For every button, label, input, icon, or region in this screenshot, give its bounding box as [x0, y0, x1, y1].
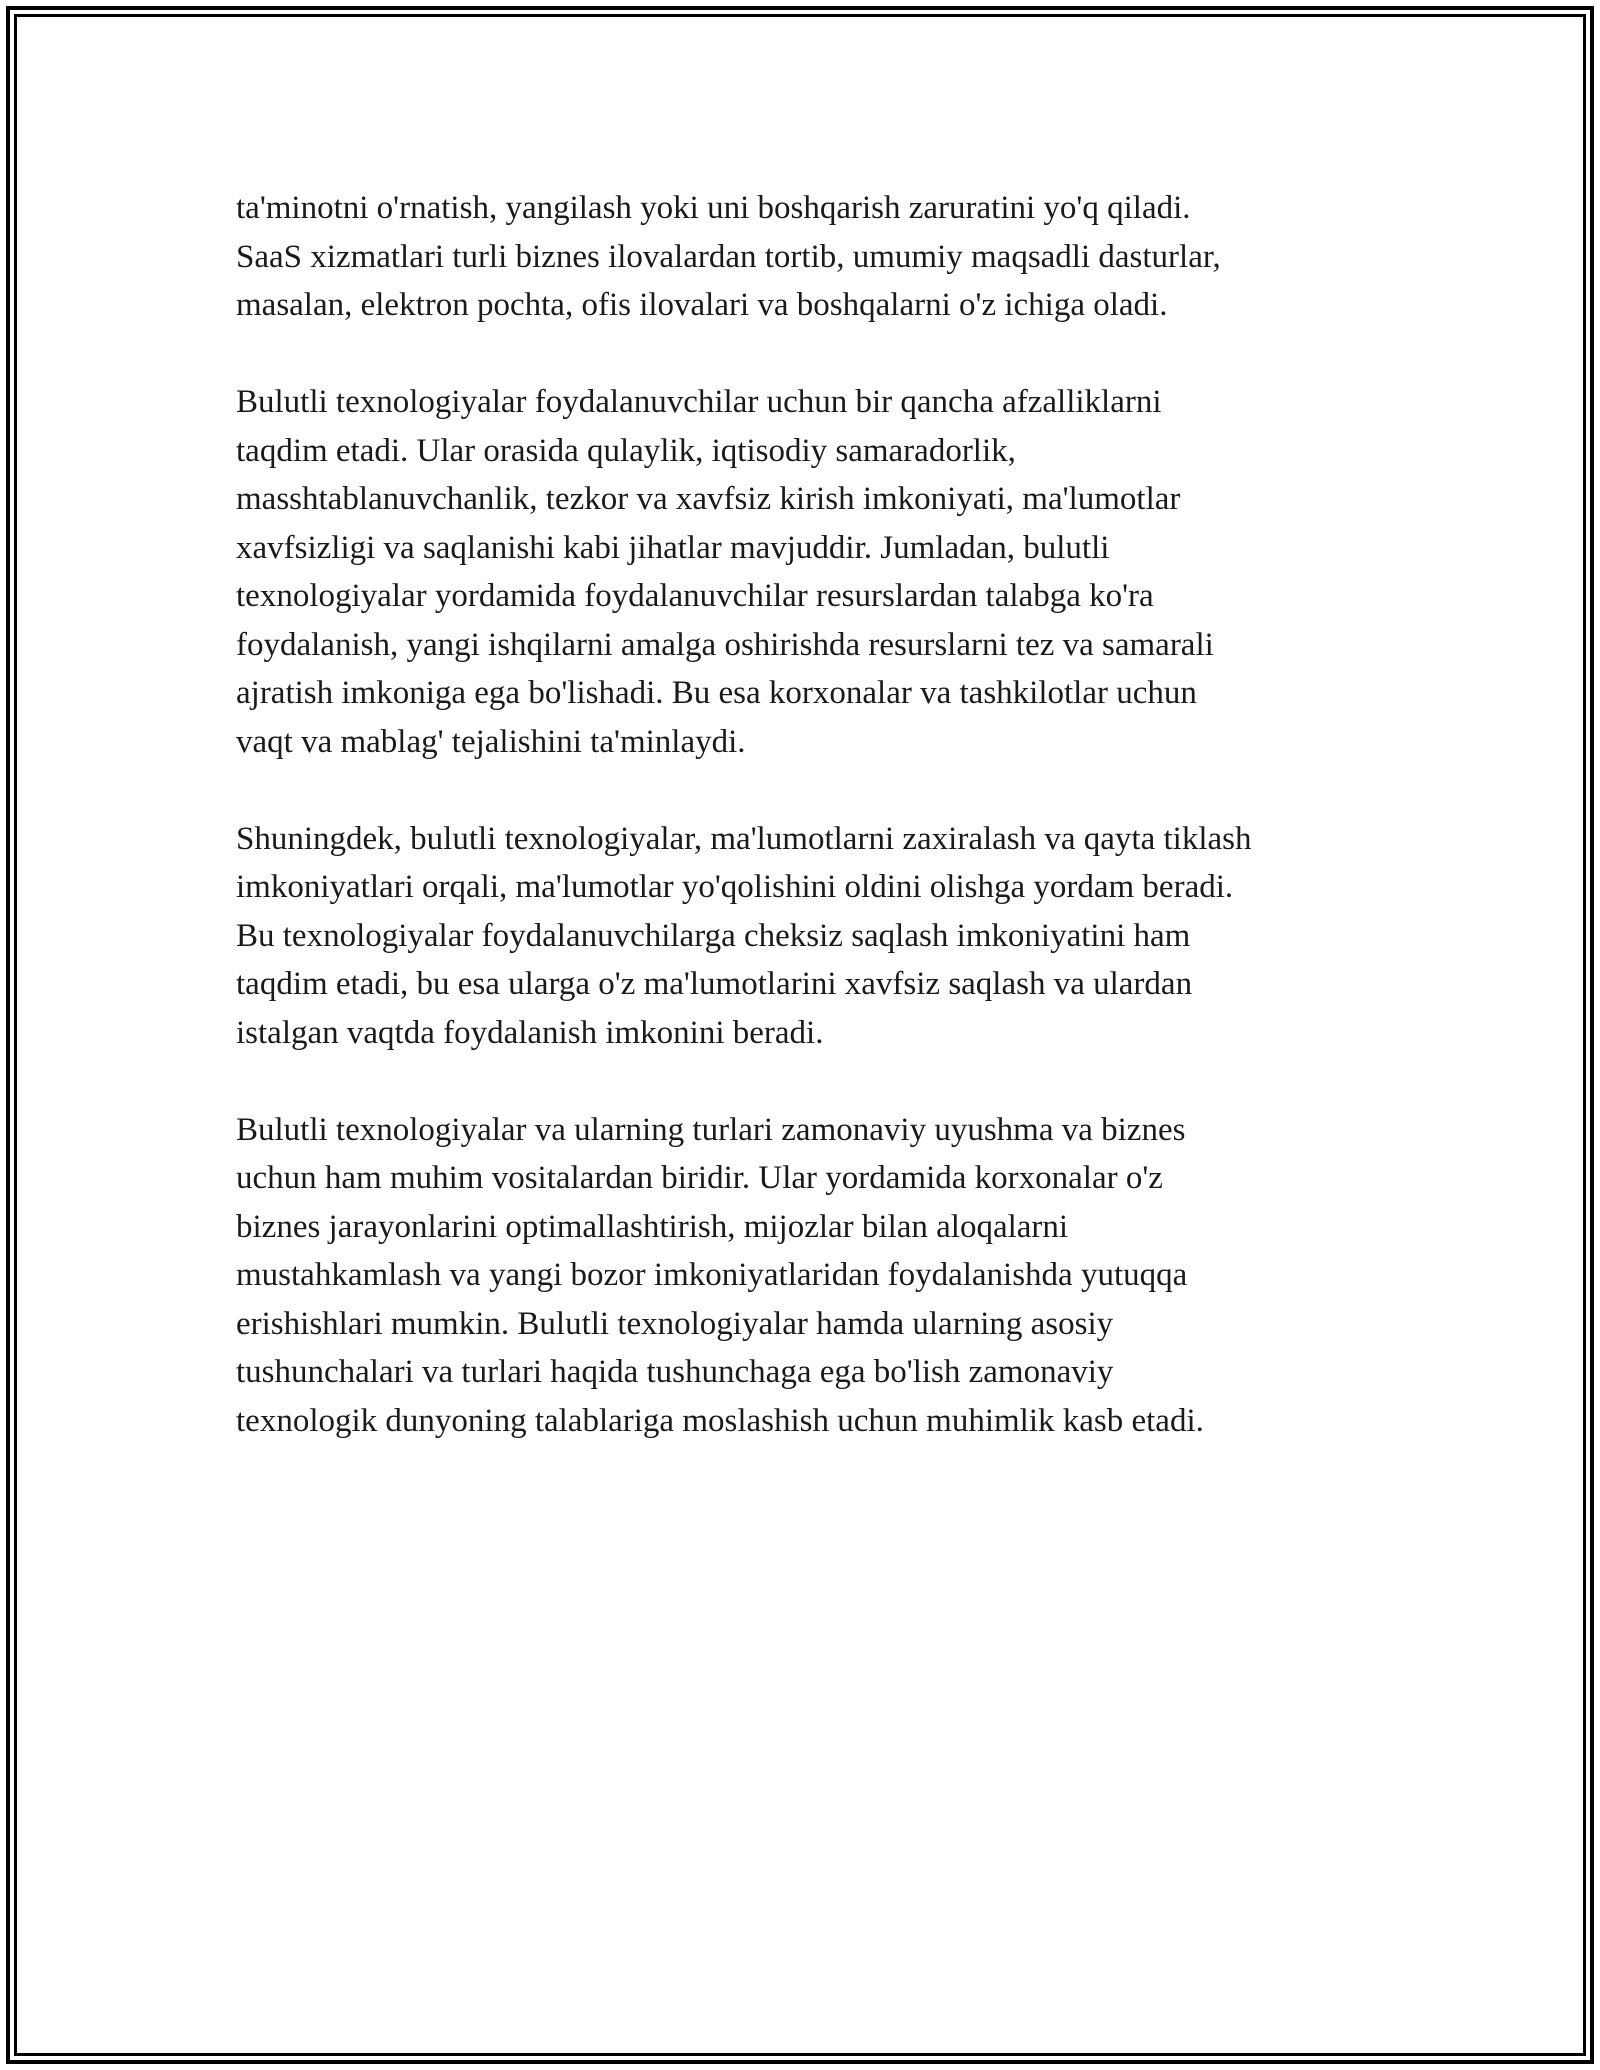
- text-line: taqdim etadi, bu esa ularga o'z ma'lumotlarini xavfsiz saqlash va ulardan: [236, 966, 1193, 1002]
- text-line: SaaS xizmatlari turli biznes ilovalardan tortib, umumiy maqsadli dasturlar,: [236, 238, 1221, 275]
- text-line: imkoniyatlari orqali, ma'lumotlar yo'qolishini oldini olishga yordam beradi.: [236, 869, 1234, 905]
- text-line: foydalanish, yangi ishqilarni amalga oshirishda resurslarni tez va samarali: [236, 626, 1214, 663]
- text-line: taqdim etadi. Ular orasida qulaylik, iqtisodiy samaradorlik,: [236, 432, 1016, 469]
- text-line: Bulutli texnologiyalar foydalanuvchilar uchun bir qancha afzalliklarni: [236, 384, 1162, 420]
- text-line: Bu texnologiyalar foydalanuvchilarga cheksiz saqlash imkoniyatini ham: [236, 917, 1191, 954]
- text-line: vaqt va mablag' tejalishini ta'minlaydi.: [236, 723, 746, 760]
- text-line: texnologik dunyoning talablariga moslashish uchun muhimlik kasb etadi.: [236, 1402, 1204, 1439]
- paragraph-backup: [236, 815, 1396, 1058]
- text-line: ta'minotni o'rnatish, yangilash yoki uni boshqarish zaruratini yo'q qiladi.: [236, 190, 1191, 226]
- text-line: mustahkamlash va yangi bozor imkoniyatlaridan foydalanishda yutuqqa: [236, 1257, 1188, 1293]
- paragraph-saas: [236, 184, 1396, 330]
- text-line: tushunchalari va turlari haqida tushunchaga ega bo'lish zamonaviy: [236, 1354, 1114, 1390]
- text-line: istalgan vaqtda foydalanish imkonini beradi.: [236, 1014, 824, 1051]
- text-line: erishishlari mumkin. Bulutli texnologiyalar hamda ularning asosiy: [236, 1305, 1114, 1342]
- text-line: masalan, elektron pochta, ofis ilovalari va boshqalarni o'z ichiga oladi.: [236, 287, 1168, 323]
- paragraph-advantages: [236, 378, 1396, 766]
- paragraph-business: [236, 1106, 1396, 1446]
- text-line: texnologiyalar yordamida foydalanuvchilar resurslardan talabga ko'ra: [236, 578, 1154, 614]
- text-line: biznes jarayonlarini optimallashtirish, mijozlar bilan aloqalarni: [236, 1208, 1069, 1245]
- text-line: ajratish imkoniga ega bo'lishadi. Bu esa korxonalar va tashkilotlar uchun: [236, 675, 1197, 711]
- text-line: masshtablanuvchanlik, tezkor va xavfsiz kirish imkoniyati, ma'lumotlar: [236, 481, 1181, 517]
- text-line: Bulutli texnologiyalar va ularning turlari zamonaviy uyushma va biznes: [236, 1111, 1186, 1148]
- text-line: xavfsizligi va saqlanishi kabi jihatlar mavjuddir. Jumladan, bulutli: [236, 529, 1110, 566]
- text-line: uchun ham muhim vositalardan biridir. Ular yordamida korxonalar o'z: [236, 1160, 1163, 1196]
- document-body: [236, 184, 1396, 1494]
- text-line: Shuningdek, bulutli texnologiyalar, ma'lumotlarni zaxiralash va qayta tiklash: [236, 820, 1252, 857]
